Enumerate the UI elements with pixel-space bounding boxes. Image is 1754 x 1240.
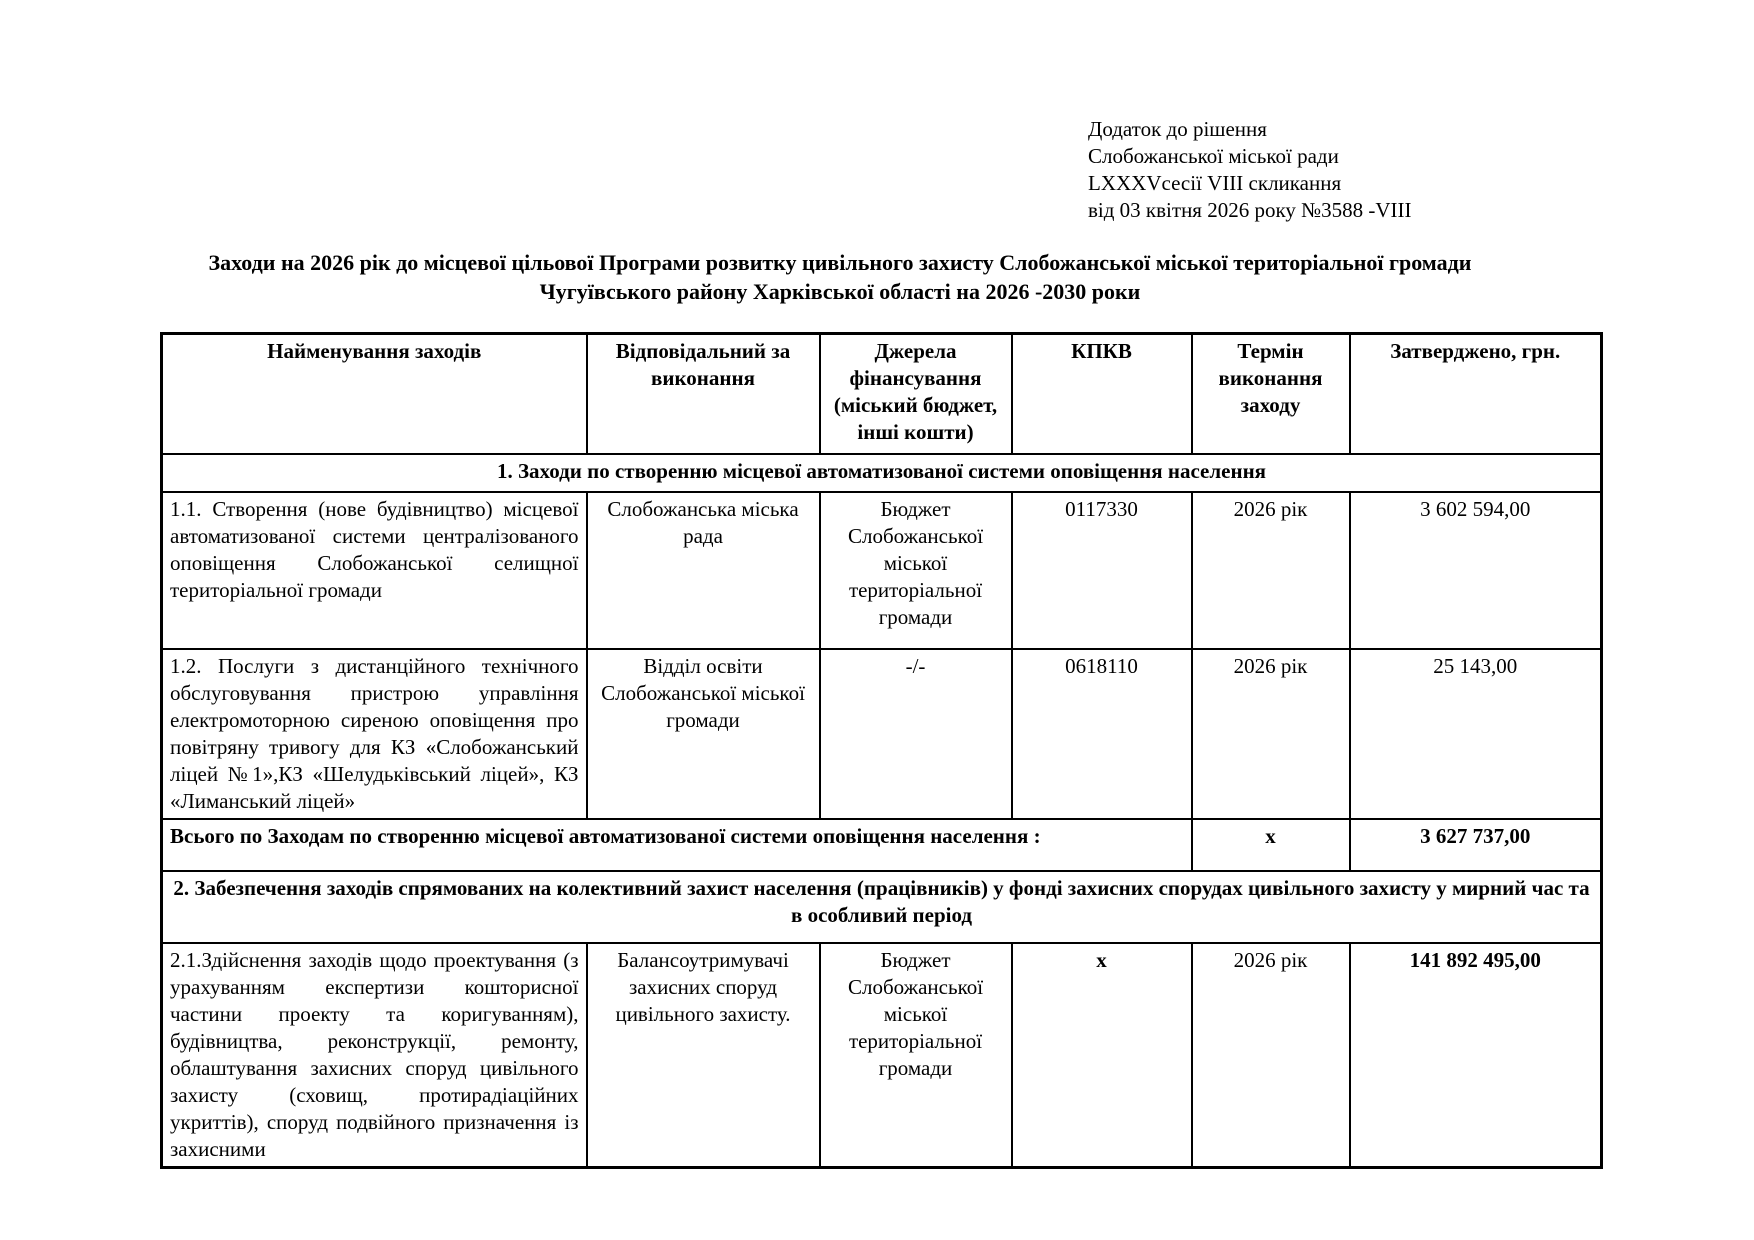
section-1-total-row — [162, 819, 1602, 871]
total-term: x — [1192, 819, 1350, 871]
table-row-1-2 — [162, 649, 1602, 819]
total-approved: 3 627 737,00 — [1350, 819, 1602, 871]
appendix-line: від 03 квітня 2026 року №3588 -VIII — [1088, 198, 1412, 222]
cell-kpkv: x — [1012, 943, 1192, 1168]
document-title-line2: Чугуївського району Харківської області на 2026 -2030 роки — [539, 279, 1141, 304]
cell-responsible: Слобожанська міська рада — [587, 492, 820, 649]
appendix-line: Додаток до рішення — [1088, 117, 1267, 141]
cell-term: 2026 рік — [1192, 943, 1350, 1168]
cell-source: Бюджет Слобожанської міської територіальної громади — [820, 943, 1012, 1168]
cell-source: -/- — [820, 649, 1012, 819]
cell-approved: 25 143,00 — [1350, 649, 1602, 819]
cell-term: 2026 рік — [1192, 492, 1350, 649]
section-1-row — [162, 454, 1602, 492]
document-title-line1: Заходи на 2026 рік до місцевої цільової Програми розвитку цивільного захисту Слобожанської міської територіальної громади — [208, 250, 1472, 275]
table-header-row — [162, 334, 1602, 454]
cell-kpkv: 0117330 — [1012, 492, 1192, 649]
column-header-kpkv: КПКВ — [1012, 334, 1192, 454]
column-header-name: Найменування заходів — [162, 334, 587, 454]
cell-approved: 141 892 495,00 — [1350, 943, 1602, 1168]
appendix-line: Слобожанської міської ради — [1088, 144, 1339, 168]
cell-name: 1.2. Послуги з дистанційного технічного обслуговування пристрою управління електромоторною сиреною оповіщення про повітряну тривогу для КЗ «Слобожанський ліцей №1»,КЗ «Шелудьківський ліцей», КЗ «Лиманський ліцей» — [162, 649, 587, 819]
cell-source: Бюджет Слобожанської міської територіальної громади — [820, 492, 1012, 649]
document-title — [80, 248, 1600, 306]
cell-name: 1.1. Створення (нове будівництво) місцевої автоматизованої системи централізованого оповіщення Слобожанської селищної територіальної громади — [162, 492, 587, 649]
column-header-responsible: Відповідальний за виконання — [587, 334, 820, 454]
measures-table — [160, 332, 1603, 1169]
cell-term: 2026 рік — [1192, 649, 1350, 819]
appendix-reference-block — [1088, 116, 1412, 224]
appendix-line: LXXXVсесії VIII скликання — [1088, 171, 1342, 195]
cell-approved: 3 602 594,00 — [1350, 492, 1602, 649]
cell-responsible: Відділ освіти Слобожанської міської громади — [587, 649, 820, 819]
table-row-1-1 — [162, 492, 1602, 649]
column-header-approved: Затверджено, грн. — [1350, 334, 1602, 454]
column-header-term: Термін виконання заходу — [1192, 334, 1350, 454]
column-header-source: Джерела фінансування (міський бюджет, інші кошти) — [820, 334, 1012, 454]
section-1-title: 1. Заходи по створенню місцевої автоматизованої системи оповіщення населення — [162, 454, 1602, 492]
section-2-row — [162, 871, 1602, 943]
cell-name: 2.1.Здійснення заходів щодо проектування (з урахуванням експертизи кошторисної частини проекту та коригуванням), будівництва, реконструкції, ремонту, облаштування захисних споруд цивільного захисту (сховищ, протирадіаційних укриттів), споруд подвійного призначення із захисними — [162, 943, 587, 1168]
cell-responsible: Балансоутримувачі захисних споруд цивільного захисту. — [587, 943, 820, 1168]
cell-kpkv: 0618110 — [1012, 649, 1192, 819]
total-label: Всього по Заходам по створенню місцевої автоматизованої системи оповіщення населення : — [162, 819, 1192, 871]
table-row-2-1 — [162, 943, 1602, 1168]
section-2-title: 2. Забезпечення заходів спрямованих на колективний захист населення (працівників) у фонді захисних спорудах цивільного захисту у мирний час та в особливий період — [162, 871, 1602, 943]
